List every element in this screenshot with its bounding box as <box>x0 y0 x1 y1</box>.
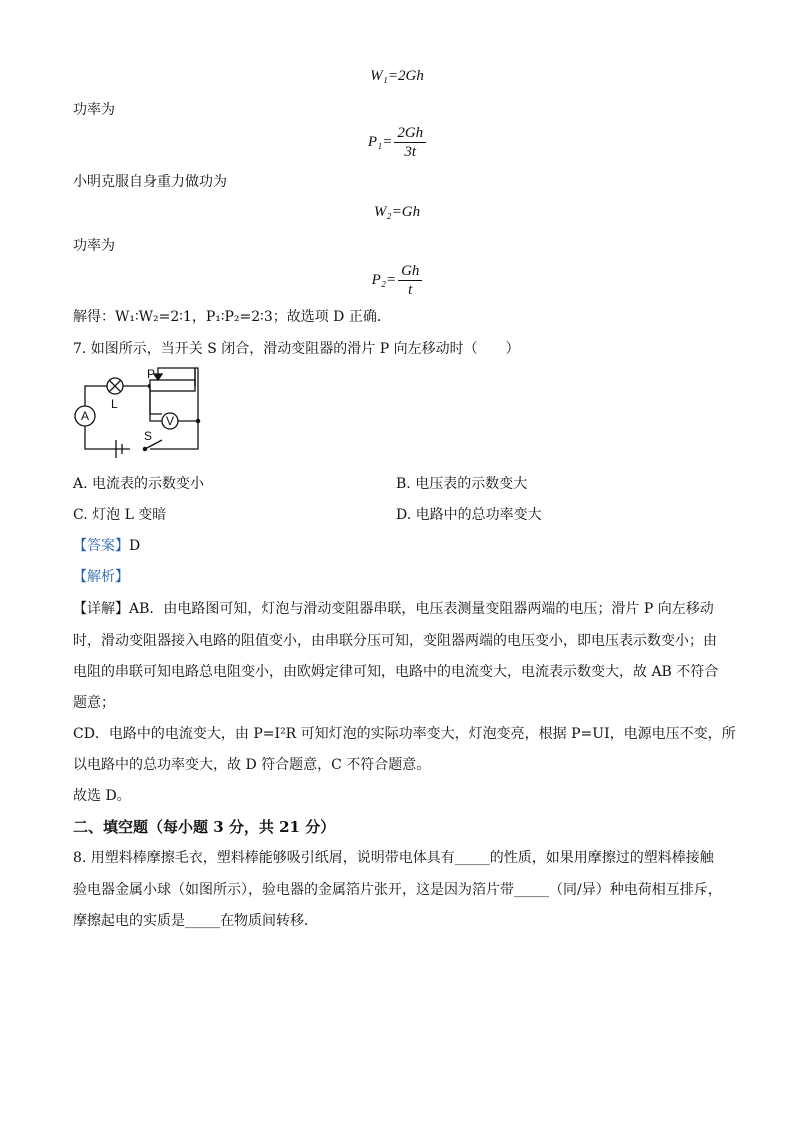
switch-label: S <box>144 429 153 443</box>
label-gravity-work: 小明克服自身重力做功为 <box>73 174 227 190</box>
detail-text-1: AB．由电路图可知，灯泡与滑动变阻器串联，电压表测量变阻器两端的电压；滑片 P 向左移动 <box>129 601 714 617</box>
q8-line-1: 8. 用塑料棒摩擦毛衣，塑料棒能够吸引纸屑，说明带电体具有_____的性质，如果用摩擦过的塑料棒接触 <box>73 850 714 866</box>
rheostat-symbol <box>150 380 195 391</box>
answer-tag: 【答案】 <box>73 538 129 554</box>
cd-line-1: CD．电路中的电流变大，由 P=I²R 可知灯泡的实际功率变大，灯泡变亮，根据 P=UI，电源电压不变，所 <box>73 726 736 742</box>
p1-fraction <box>394 124 426 161</box>
equation-w2: W₂=Gh <box>373 204 421 220</box>
option-b: B. 电压表的示数变大 <box>396 476 528 492</box>
p2-lhs: P₂= <box>371 271 397 288</box>
option-d: D. 电路中的总功率变大 <box>396 507 542 523</box>
detail-line-2: 时，滑动变阻器接入电路的阻值变小，由串联分压可知，变阻器两端的电压变小，即电压表示数变小；由 <box>73 633 717 649</box>
p2-numerator: Gh <box>398 262 422 281</box>
option-c: C. 灯泡 L 变暗 <box>73 507 167 523</box>
solution-q6: 解得：W₁∶W₂=2∶1，P₁∶P₂=2∶3；故选项 D 正确． <box>73 309 391 325</box>
ammeter-label: A <box>81 409 90 423</box>
p2-denominator: t <box>408 282 413 298</box>
p1-lhs: P₁= <box>367 133 393 150</box>
circuit-diagram <box>70 366 210 458</box>
q8-line-2: 验电器金属小球（如图所示），验电器的金属箔片张开，这是因为箔片带_____（同/异）种电荷相互排斥， <box>73 882 722 898</box>
label-power-2: 功率为 <box>73 238 115 254</box>
detail-line-1 <box>73 599 714 619</box>
equation-p2 <box>0 262 794 299</box>
detail-line-4: 题意； <box>73 695 115 711</box>
conclusion: 故选 D。 <box>73 788 131 804</box>
cd-line-2: 以电路中的总功率变大，故 D 符合题意，C 不符合题意。 <box>73 757 431 773</box>
equation-p1 <box>0 124 794 161</box>
p1-denominator: 3t <box>404 144 417 160</box>
q8-line-3: 摩擦起电的实质是_____在物质间转移． <box>73 913 318 929</box>
detail-tag: 【详解】 <box>73 601 129 617</box>
slider-label: P <box>147 367 156 381</box>
answer-line <box>73 536 140 556</box>
label-power-1: 功率为 <box>73 102 115 118</box>
equation-w1: W₁=2Gh <box>370 68 424 84</box>
answer-value: D <box>129 538 141 554</box>
section-2-title: 二、填空题（每小题 3 分，共 21 分） <box>73 818 336 836</box>
option-a: A. 电流表的示数变小 <box>73 476 205 492</box>
analysis-tag: 【解析】 <box>73 569 129 585</box>
question-7-stem: 7. 如图所示，当开关 S 闭合，滑动变阻器的滑片 P 向左移动时（ ） <box>73 341 520 357</box>
lamp-label: L <box>111 397 118 411</box>
p1-numerator: 2Gh <box>394 124 426 143</box>
voltmeter-label: V <box>166 414 175 428</box>
detail-line-3: 电阻的串联可知电路总电阻变小，由欧姆定律可知，电路中的电流变大，电流表示数变大，故 AB 不符合 <box>73 664 719 680</box>
p2-fraction <box>398 262 422 299</box>
